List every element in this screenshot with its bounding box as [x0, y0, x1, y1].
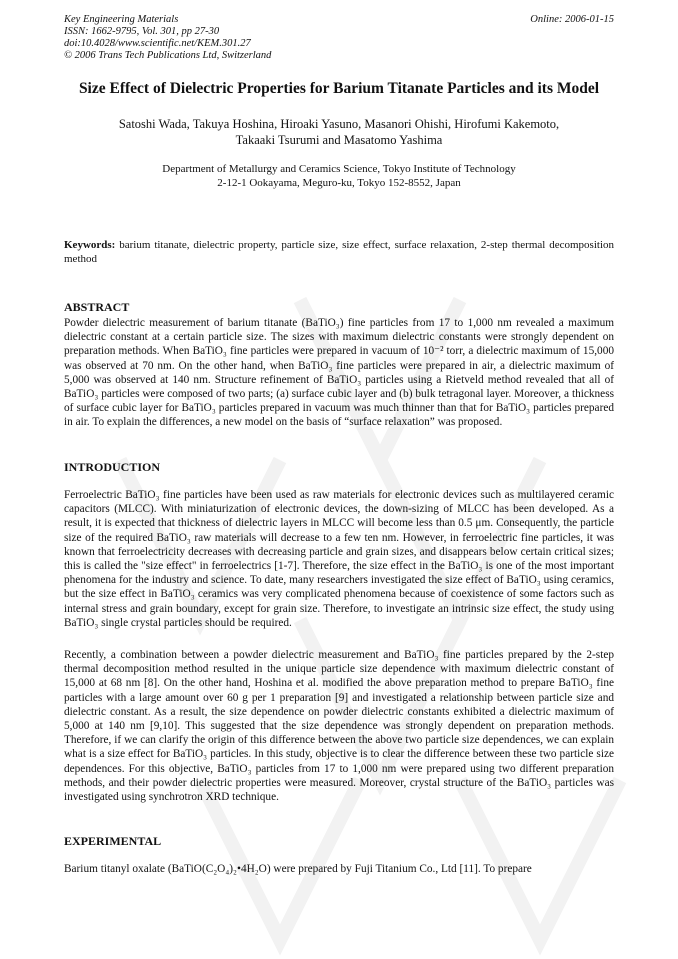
introduction-heading: INTRODUCTION [64, 460, 161, 474]
introduction-paragraph-1: Ferroelectric BaTiO₃ fine particles have been used as raw materials for electronic devices such as multilayered ceramic capacitors (MLCC). With miniaturization of electronic devices, the down-sizing of MLCC has been developed. As a result, it is expected that thickness of dielectric layers in MLCC will become less than 0.5 μm. Consequently, the particle size of the required BaTiO₃ raw materials will decrease to a few ten nm. However, in ferroelectric fine particles, it was known that ferroelectricity decreases with decreasing particle and grain sizes, and disappears below certain critical sizes; this is called the "size effect" in ferroelectrics [1-7]. Therefore, the size effect in the BaTiO₃ is one of the most important phenomena for the industry and science. To date, many researchers investigated the size effect of BaTiO₃ using ceramics, but the size effect in BaTiO₃ ceramics was very complicated phenomena because of coexistence of some factors such as internal stress and grain boundary, except for grain size. Therefore, to investigate an intrinsic size effect, the study using BaTiO₃ single crystal particles should be required. [64, 489, 614, 629]
journal-header [64, 14, 614, 62]
introduction-paragraph-2: Recently, a combination between a powder dielectric measurement and BaTiO₃ fine particles prepared by the 2-step thermal decomposition method resulted in the unique particle size dependence with maximum dielectric constant of 15,000 at 68 nm [8]. On the other hand, Hoshina et al. modified the above preparation method to prepare BaTiO₃ fine particles with a large amount over 60 g per 1 preparation [9] and investigated a relationship between particle size and dielectric constant. As a result, the size dependence on powder dielectric constants exhibited a dielectric maximum of 5,000 at 140 nm [9,10]. This suggested that the size dependence was strongly dependent on preparation methods. Therefore, if we can clarify the origin of this difference between the above two particle size dependences, we can explain what is a size effect for BaTiO₃ particles. In this study, objective is to clear the difference between these two particle size dependences. For this objective, BaTiO₃ particles from 17 to 1,000 nm were prepared using two different preparation methods, and their powder dielectric properties were measured. Moreover, crystal structure of the BaTiO₃ particles was investigated using synchrotron XRD technique. [64, 649, 614, 804]
keywords [64, 238, 614, 266]
affiliation-line-2: 2-12-1 Ookayama, Meguro-ku, Tokyo 152-8552, Japan [217, 177, 461, 189]
authors-line-2: Takaaki Tsurumi and Masatomo Yashima [235, 133, 443, 147]
issn-line: ISSN: 1662-9795, Vol. 301, pp 27-30 [64, 26, 220, 37]
paper-title: Size Effect of Dielectric Properties for Barium Titanate Particles and its Model [78, 80, 600, 97]
online-date: Online: 2006-01-15 [530, 14, 614, 25]
keywords-text: barium titanate, dielectric property, particle size, size effect, surface relaxation, 2-step thermal decomposition method [64, 239, 614, 265]
abstract-heading: ABSTRACT [64, 300, 130, 314]
experimental-paragraph-1: Barium titanyl oxalate (BaTiO(C₂O₄)₂•4H₂O) were prepared by Fuji Titanium Co., Ltd [11]. To prepare [64, 863, 532, 875]
affiliation-line-1: Department of Metallurgy and Ceramics Science, Tokyo Institute of Technology [162, 163, 516, 175]
keywords-label: Keywords: [64, 239, 116, 251]
authors-line-1: Satoshi Wada, Takuya Hoshina, Hiroaki Yasuno, Masanori Ohishi, Hirofumi Kakemoto, [118, 117, 560, 131]
affiliation [60, 162, 618, 190]
experimental-heading: EXPERIMENTAL [64, 834, 162, 848]
author-list [60, 116, 618, 148]
copyright-line: © 2006 Trans Tech Publications Ltd, Switzerland [64, 50, 272, 61]
journal-name: Key Engineering Materials [64, 14, 179, 25]
abstract-body: Powder dielectric measurement of barium titanate (BaTiO₃) fine particles from 17 to 1,000 nm revealed a maximum dielectric constant at a certain particle size. The sizes with maximum dielectric constants were strongly dependent on preparation methods. When BaTiO₃ fine particles were prepared in vacuum of 10⁻² torr, a dielectric maximum of 15,000 was observed at 70 nm. On the other hand, when BaTiO₃ fine particles were prepared in air, a dielectric maximum of 5,000 was observed at 140 nm. Structure refinement of BaTiO₃ particles using a Rietveld method revealed that all of BaTiO₃ particles were composed of two parts; (a) surface cubic layer and (b) bulk tetragonal layer. Moreover, a thickness of surface cubic layer for BaTiO₃ particles prepared in vacuum was much thinner than that for BaTiO₃ particles prepared in air. To explain the differences, a new model on the basis of “surface relaxation” was proposed. [64, 317, 614, 429]
doi-line: doi:10.4028/www.scientific.net/KEM.301.27 [64, 38, 251, 49]
